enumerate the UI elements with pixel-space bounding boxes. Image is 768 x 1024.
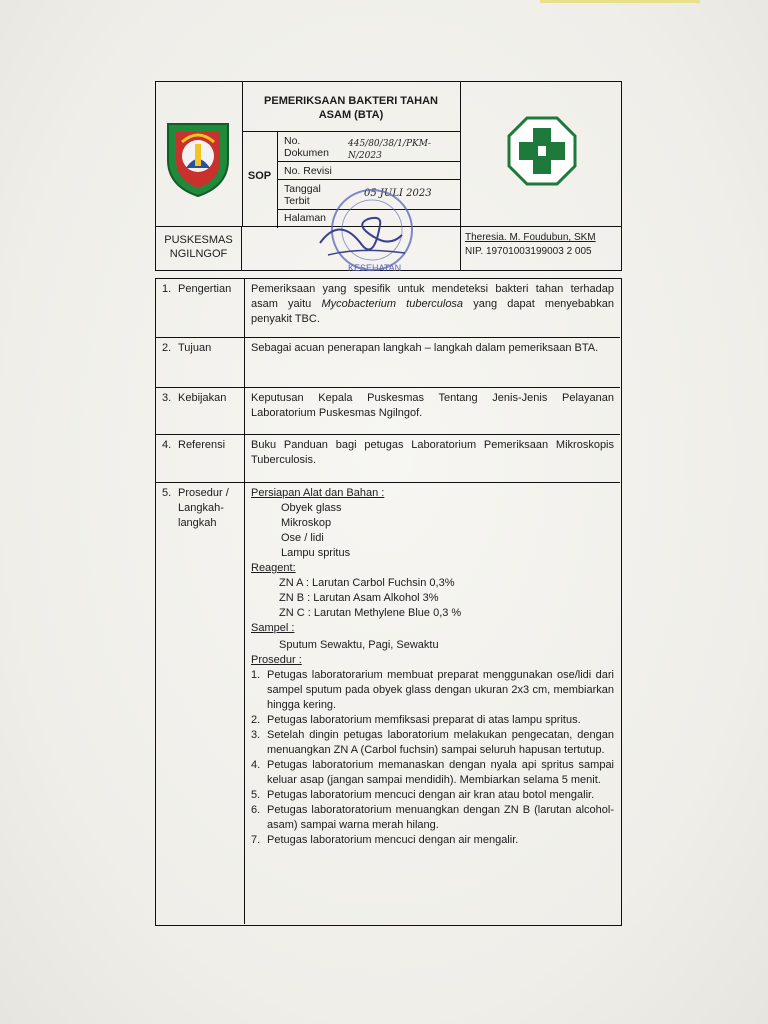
section-number: 1. xyxy=(162,283,172,295)
alat-item: Lampu spritus xyxy=(281,547,351,559)
field-label: No. xyxy=(284,135,301,147)
handwritten-date: 05 JULI 2023 xyxy=(364,188,432,199)
section-content: Buku Panduan bagi petugas Laboratorium Pemeriksaan Mikroskopis Tuberculosis. xyxy=(244,435,620,482)
section-kebijakan xyxy=(156,388,620,435)
section-label xyxy=(156,483,244,531)
title-line2: ASAM (BTA) xyxy=(318,109,384,121)
regional-emblem-icon xyxy=(164,120,232,198)
field-label: Halaman xyxy=(284,212,327,224)
section-content: Keputusan Kepala Puskesmas Tentang Jenis-Jenis Pelayanan Laboratorium Puskesmas Ngilngof. xyxy=(244,388,620,434)
step-number: 1. xyxy=(251,669,261,681)
step-text: Petugas laboratorium mencuci dengan air mengalir. xyxy=(267,834,519,846)
reagent-item: ZN A : Larutan Carbol Fuchsin 0,3% xyxy=(279,577,455,589)
step-number: 2. xyxy=(251,714,261,726)
step-text: Petugas laboratorium memfiksasi preparat di atas lampu spritus. xyxy=(267,714,581,726)
step-text: Setelah dingin petugas laboratorium melakukan pengecatan, dengan menuangkan ZN A (Carbol fuchsin) sampai seluruh hapusan tertutup. xyxy=(267,729,614,756)
step-number: 5. xyxy=(251,789,261,801)
section-label xyxy=(156,279,244,297)
section-title: Referensi xyxy=(178,439,226,451)
document-title xyxy=(242,82,460,132)
section-number: 3. xyxy=(162,392,172,404)
stamp-text: KESEHATAN xyxy=(348,263,402,273)
procedure-step xyxy=(251,758,614,788)
alat-item: Ose / lidi xyxy=(281,532,324,544)
procedure-step xyxy=(251,713,614,728)
health-logo-cell xyxy=(460,82,621,226)
procedure-step xyxy=(251,728,614,758)
section-title: Tujuan xyxy=(178,342,212,354)
section-content xyxy=(244,483,620,924)
step-number: 6. xyxy=(251,804,261,816)
section-number: 2. xyxy=(162,342,172,354)
sop-content-table xyxy=(155,278,622,926)
procedure-steps xyxy=(251,668,614,848)
sampel-item: Sputum Sewaktu, Pagi, Sewaktu xyxy=(279,639,439,651)
section-referensi xyxy=(156,435,620,483)
procedure-step xyxy=(251,788,614,803)
organization-name xyxy=(156,226,242,270)
section-label xyxy=(156,388,244,406)
step-text: Petugas laboratoratorium menuangkan dengan ZN B (larutan alcohol-asam) sampai warna merah hilang. xyxy=(267,804,614,831)
reagent-item: ZN C : Larutan Methylene Blue 0,3 % xyxy=(279,607,462,619)
section-content xyxy=(244,279,620,337)
organization-line1: PUSKESMAS xyxy=(164,234,233,246)
field-label: Tanggal xyxy=(284,183,321,195)
sampel-heading: Sampel : xyxy=(251,622,295,634)
procedure-step xyxy=(251,668,614,713)
organization-line2: NGILNGOF xyxy=(169,248,228,260)
procedure-step xyxy=(251,803,614,833)
section-title: Kebijakan xyxy=(178,392,227,404)
section-number: 4. xyxy=(162,439,172,451)
alat-item: Mikroskop xyxy=(281,517,332,529)
label-line: Prosedur / xyxy=(178,487,229,499)
section-title xyxy=(178,486,240,531)
alat-heading: Persiapan Alat dan Bahan : xyxy=(251,487,385,499)
signer-name: Theresia. M. Foudubun, SKM xyxy=(465,232,596,243)
section-label xyxy=(156,338,244,356)
field-no-dokumen xyxy=(278,132,460,162)
handwritten-doc-number: 445/80/38/1/PKM-N/2023 xyxy=(348,139,431,161)
section-prosedur xyxy=(156,483,620,924)
official-stamp-icon xyxy=(310,185,435,280)
top-edge-mark xyxy=(540,0,700,3)
prosedur-heading: Prosedur : xyxy=(251,654,302,666)
step-number: 3. xyxy=(251,729,261,741)
step-text: Petugas laboratorium memanaskan dengan nyala api spritus sampai keluar asap (jangan sampai mendidih). Membiarkan selama 5 menit. xyxy=(267,759,614,786)
section-label xyxy=(156,435,244,453)
sop-label: SOP xyxy=(242,132,278,228)
pengertian-italic-term: Mycobacterium tuberculosa xyxy=(321,298,464,310)
field-label: Terbit xyxy=(284,195,310,207)
field-no-revisi xyxy=(278,162,460,180)
signer-nip: NIP. 19701003199003 2 005 xyxy=(465,246,592,257)
signer-block xyxy=(460,226,621,270)
field-label: Dokumen xyxy=(284,147,329,159)
section-tujuan xyxy=(156,338,620,388)
field-label: No. Revisi xyxy=(284,165,332,177)
section-number: 5. xyxy=(162,487,172,499)
reagent-item: ZN B : Larutan Asam Alkohol 3% xyxy=(279,592,439,604)
pengertian-text-part1: Pemeriksaan yang spesifik untuk mendeteksi bakteri tahan terhadap asam yaitu xyxy=(251,283,614,310)
green-cross-icon xyxy=(507,116,577,186)
step-number: 7. xyxy=(251,834,261,846)
section-title: Pengertian xyxy=(178,283,232,295)
pengertian-text-part2: yang dapat menyebabkan penyakit TBC. xyxy=(251,298,615,325)
title-line1: PEMERIKSAAN BAKTERI TAHAN xyxy=(264,95,438,107)
regional-logo-cell xyxy=(156,82,243,226)
procedure-step xyxy=(251,833,614,848)
reagent-heading: Reagent: xyxy=(251,562,296,574)
section-pengertian xyxy=(156,279,620,338)
label-line: langkah xyxy=(178,517,217,529)
alat-item: Obyek glass xyxy=(281,502,342,514)
step-text: Petugas laboratorarium membuat preparat menggunakan ose/lidi dari sampel sputum pada obyek glass dengan ukuran 2x3 cm, membiarkan hingga kering. xyxy=(267,669,614,711)
label-line: Langkah- xyxy=(178,502,224,514)
step-number: 4. xyxy=(251,759,261,771)
step-text: Petugas laboratorium mencuci dengan air kran atau botol mengalir. xyxy=(267,789,595,801)
section-content: Sebagai acuan penerapan langkah – langkah dalam pemeriksaan BTA. xyxy=(244,338,620,387)
